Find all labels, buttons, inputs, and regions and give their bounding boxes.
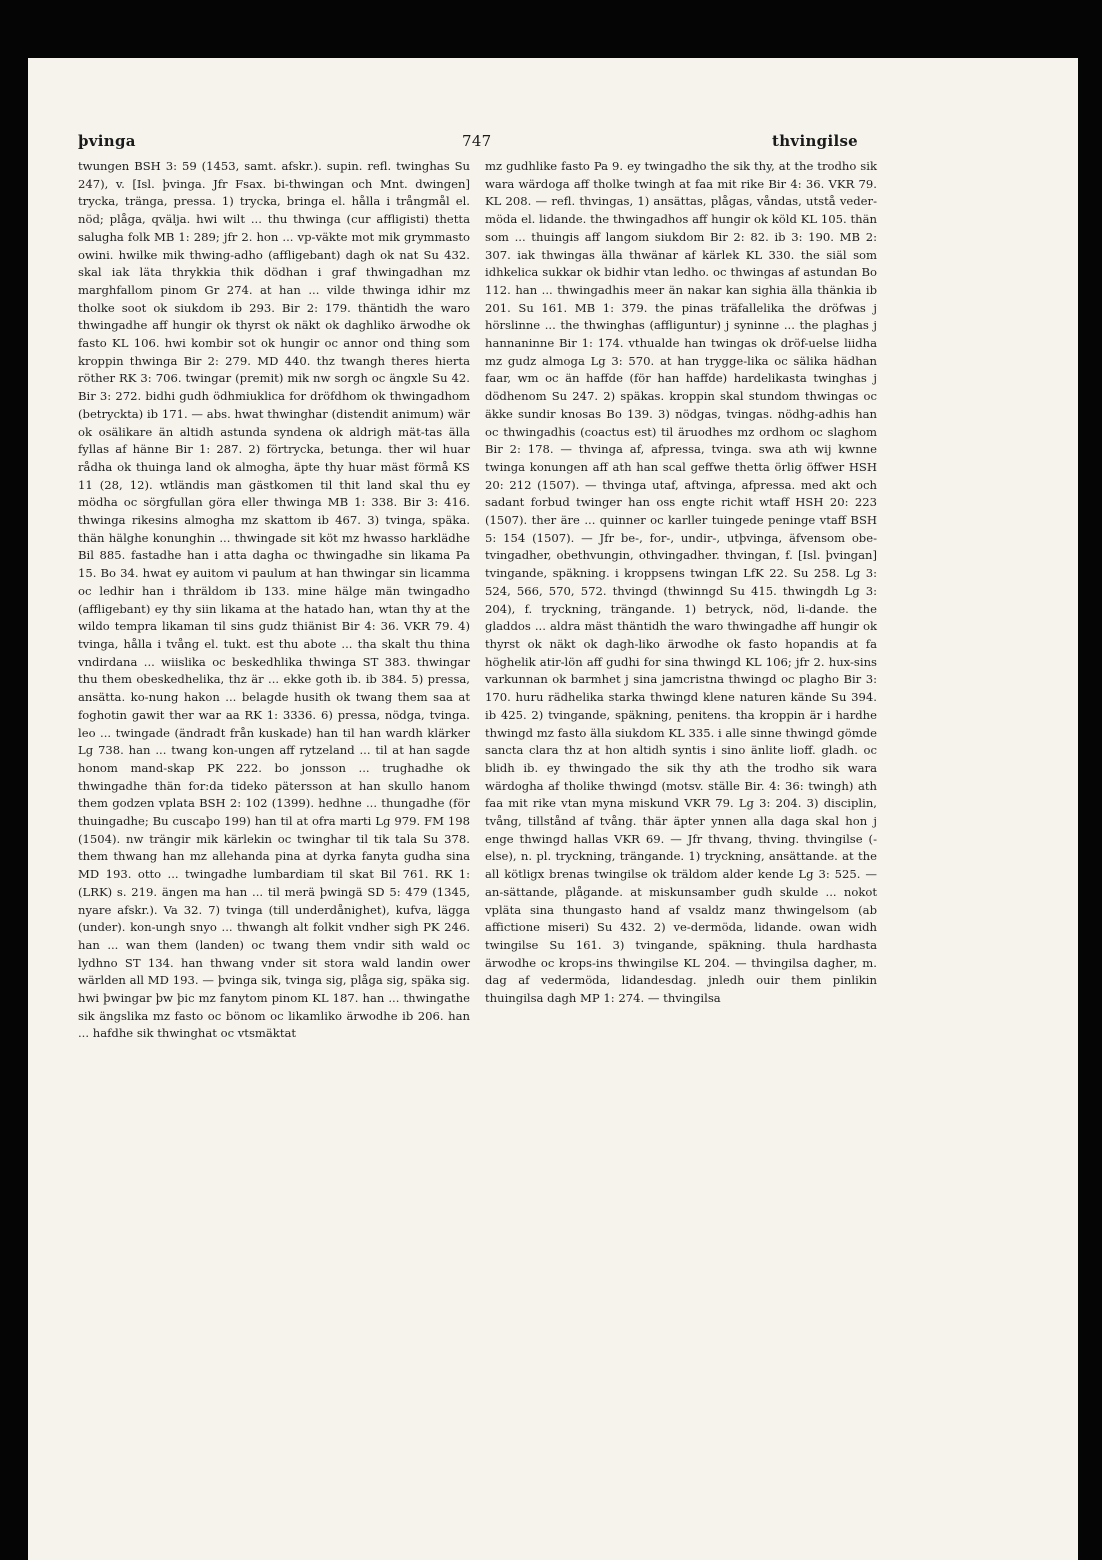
left-column-text: twungen BSH 3: 59 (1453, samt. afskr.). supin. refl. twinghas Su 247), v. [Isl. þvinga. Jfr Fsax. bi-thwingan och Mnt. dwingen] trycka, tränga, pressa. 1) trycka, bringa el. hålla i trångmål el. nöd; plåga, qvälja. hwi wilt ... thu thwinga (cur affligisti) thetta salugha folk MB 1: 289; jfr 2. hon ... vp-väkte mot mik grymmasto owini. hwilke mik thwing-adho (affligebant) dagh ok nat Su 432. skal iak läta thrykkia thik dödhan i graf thwingadhan mz marghfallom pinom Gr 274. at han ... vilde thwinga idhir mz tholke soot ok siukdom ib 293. Bir 2: 179. thäntidh the waro thwingadhe aff hungir ok thyrst ok näkt ok daghliko ärwodhe ok fasto KL 106. hwi kombir sot ok hungir oc annor ond thing som kroppin thwinga Bir 2: 279. MD 440. thz twangh theres hierta röther RK 3: 706. twingar (premit) mik nw sorgh oc ängxle Su 42. Bir 3: 272. bidhi gudh ödhmiuklica for dröfdhom ok thwingadhom (betryckta) ib 171. — abs. hwat thwinghar (distendit animum) wär ok osälikare än altidh astunda syndena ok aldrigh mät-tas älla fyllas af hänne Bir 1: 287. 2) förtrycka, betunga. ther wil huar rådha ok thuinga land ok almogha, äpte thy huar mäst förmå KS 11 (28, 12). wtländis man gästkomen til thit land skal thu ey mödha oc sörgfullan göra eller thwinga MB 1: 338. Bir 3: 416. thwinga rikesins almogha mz skattom ib 467. 3) tvinga, späka. thän hälghe konunghin ... thwingade sit köt mz hwasso harklädhe Bil 885. fastadhe han i atta dagha oc thwingadhe sin likama Pa 15. Bo 34. hwat ey auitom vi paulum at han thwingar sin licamma oc ledhir han i thräldom ib 133. mine hälge män twingadho (affligebant) ey thy siin likama at the hatado han, wtan thy at the wildo tempra likaman til sins gudz thiänist Bir 4: 36. VKR 79. 4) tvinga, hålla i tvång el. tukt. est thu abote ... tha skalt thu thina vndirdana ... wiislika oc beskedhlika thwinga ST 383. thwingar thu them obeskedhelika, thz är ... ekke goth ib. ib 384. 5) pressa, ansätta. ko-nung hakon ... belagde husith ok twang them saa at foghotin gawit ther war aa RK 1: 3336. 6) pressa, nödga, tvinga. leo ... twingade (ändradt från kuskade) han til han wardh klärker Lg 738. han ... twang kon-ungen aff rytzeland ... til at han sagde honom mand-skap PK 222. bo jonsson ... trughadhe ok thwingadhe thän for:da tideko pätersson at han skullo hanom them godzen vplata BSH 2: 102 (1399). hedhne ... thungadhe (för thuingadhe; Bu cuscaþo 199) han til at ofra marti Lg 979. FM 198 (1504). nw trängir mik kärlekin oc twinghar til tik tala Su 378. them thwang han mz allehanda pina at dyrka fanyta gudha sina MD 193. otto ... twingadhe lumbardiam til skat Bil 761. RK 1: (LRK) s. 219. ängen ma han ... til merä þwingä SD 5: 479 (1345, nyare afskr.). Va 32. 7) tvinga (till underdånighet), kufva, lägga (under). kon-ungh snyo ... thwangh alt folkit vndher sigh PK 246. han ... wan them (landen) oc twang them vndir sith wald oc lydhno ST 134. han thwang vnder sit stora wald landin ower wärlden all MD 193. — þvinga sik, tvinga sig, plåga sig, späka sig. hwi þwingar þw þic mz fanytom pinom KL 187. han ... thwingathe sik ängslika mz fasto oc bönom oc likamliko ärwodhe ib 206. han ... hafdhe sik thwinghat oc vtsmäktat <box>78 159 470 1041</box>
left-column <box>78 158 470 1043</box>
right-column-text: mz gudhlike fasto Pa 9. ey twingadho the sik thy, at the trodho sik wara wärdoga aff tholke twingh at faa mit rike Bir 4: 36. VKR 79. KL 208. — refl. thvingas, 1) ansättas, plågas, våndas, utstå veder-möda el. lidande. the thwingadhos aff hungir ok köld KL 105. thän som ... thuingis aff langom siukdom Bir 2: 82. ib 3: 190. MB 2: 307. iak thwingas älla thwänar af kärlek KL 330. the siäl som idhkelica sukkar ok bidhir vtan ledho. oc thwingas af astundan Bo 112. han ... thwingadhis meer än nakar kan sighia älla thänkia ib 201. Su 161. MB 1: 379. the pinas träfallelika the dröfwas j hörslinne ... the thwinghas (affliguntur) j syninne ... the plaghas j hannaninne Bir 1: 174. vthualde han twingas ok dröf-uelse liidha mz gudz almoga Lg 3: 570. at han trygge-lika oc sälika hädhan faar, wm oc än haffde (för han haffde) hardelikasta twinghas j dödhenom Su 247. 2) späkas. kroppin skal stundom thwingas oc äkke sundir knosas Bo 139. 3) nödgas, tvingas. nödhg-adhis han oc thwingadhis (coactus est) til äruodhes mz ordhom oc slaghom Bir 2: 178. — thvinga af, afpressa, tvinga. swa ath wij kwnne twinga konungen aff ath han scal geffwe thetta örlig öffwer HSH 20: 212 (1507). — thvinga utaf, aftvinga, afpressa. med akt och sadant forbud twinger han oss engte richit wtaff HSH 20: 223 (1507). ther äre ... quinner oc karller tuingede peninge vtaff BSH 5: 154 (1507). — Jfr be-, for-, undir-, utþvinga, äfvensom obe-tvingadher, obethvungin, othvingadher. thvingan, f. [Isl. þvingan] tvingande, späkning. i kroppsens twingan LfK 22. Su 258. Lg 3: 524, 566, 570, 572. thvingd (thwinngd Su 415. thwingdh Lg 3: 204), f. tryckning, trängande. 1) betryck, nöd, li-dande. the gladdos ... aldra mäst thäntidh the waro thwingadhe aff hungir ok thyrst ok näkt ok dagh-liko ärwodhe ok fasto hopandis at fa höghelik atir-lön aff gudhi for sina thwingd KL 106; jfr 2. hux-sins varkunnan ok barmhet j sina jamcristna thwingd oc plagho Bir 3: 170. huru rädhelika starka thwingd klene naturen kände Su 394. ib 425. 2) tvingande, späkning, penitens. tha kroppin är i hardhe thwingd mz fasto älla siukdom KL 335. i alle sinne thwingd gömde sancta clara thz at hon altidh syntis i sino änlite lioff. gladh. oc blidh ib. ey thwingado the sik thy ath the trodho sik wara wärdogha af tholike thwingd (motsv. ställe Bir. 4: 36: twingh) ath faa mit rike vtan myna miskund VKR 79. Lg 3: 204. 3) disciplin, tvång, tillstånd af tvång. thär äpter ynnen alla daga skal hon j enge thwingd hallas VKR 69. — Jfr thvang, thving. thvingilse (-else), n. pl. tryckning, trängande. 1) tryckning, ansättande. at the all kötligx brenas twingilse ok träldom alder kende Lg 3: 525. — an-sättande, plågande. at miskunsamber gudh skulde ... nokot vpläta sina thungasto hand af vsaldz manz thwingelsom (ab affictione miseri) Su 432. 2) ve-dermöda, lidande. owan widh twingilse Su 161. 3) tvingande, späkning. thula hardhasta ärwodhe oc krops-ins thwingilse KL 204. — thvingilsa dagher, m. dag af vedermöda, lidandesdag. jnledh ouir them pinlikin thuingilsa dagh MP 1: 274. — thvingilsa <box>485 159 877 1006</box>
right-column <box>485 158 877 1008</box>
page-number: 747 <box>462 132 492 150</box>
running-head-right: thvingilse <box>772 132 859 150</box>
running-head-left: þvinga <box>78 132 136 150</box>
